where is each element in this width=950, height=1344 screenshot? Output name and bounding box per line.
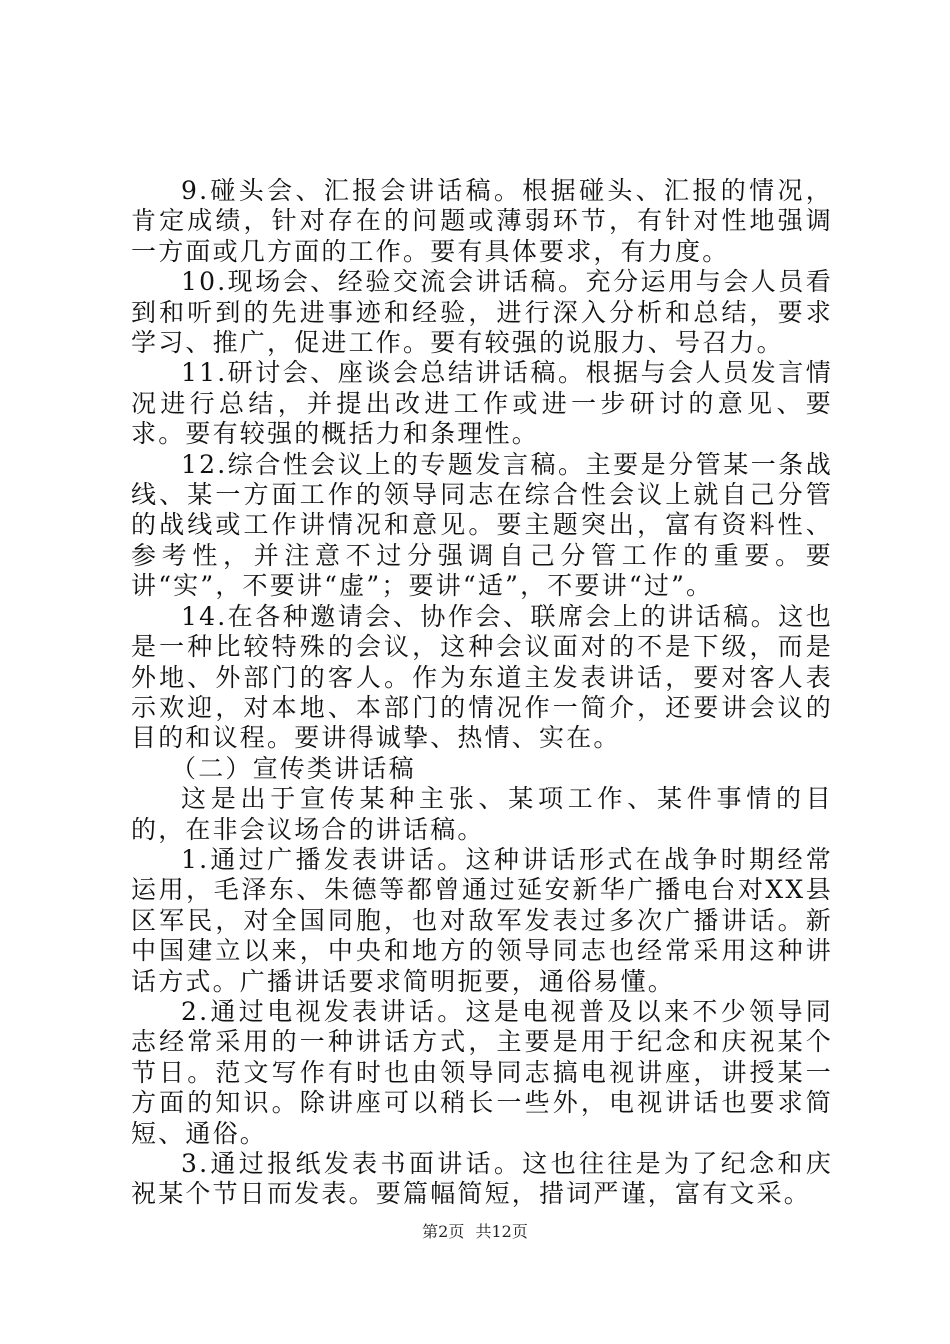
document-body bbox=[131, 176, 833, 1210]
page-total: 共12页 bbox=[475, 1222, 528, 1241]
paragraph: 14.在各种邀请会、协作会、联席会上的讲话稿。这也是一种比较特殊的会议，这种会议面对的不是下级，而是外地、外部门的客人。作为东道主发表讲话，要对客人表示欢迎，对本地、本部门的情况作一简介，还要讲会议的目的和议程。要讲得诚挚、热情、实在。 bbox=[131, 601, 833, 753]
paragraph: 9.碰头会、汇报会讲话稿。根据碰头、汇报的情况，肯定成绩，针对存在的问题或薄弱环节，有针对性地强调一方面或几方面的工作。要有具体要求，有力度。 bbox=[131, 176, 833, 266]
paragraph: 1.通过广播发表讲话。这种讲话形式在战争时期经常运用，毛泽东、朱德等都曾通过延安新华广播电台对XX县区军民，对全国同胞，也对敌军发表过多次广播讲话。新中国建立以来，中央和地方的领导同志也经常采用这种讲话方式。广播讲话要求简明扼要，通俗易懂。 bbox=[131, 844, 833, 996]
page-number: 第2页 bbox=[422, 1222, 465, 1241]
page-footer bbox=[0, 1219, 950, 1242]
paragraph: 10.现场会、经验交流会讲话稿。充分运用与会人员看到和听到的先进事迹和经验，进行深入分析和总结，要求学习、推广，促进工作。要有较强的说服力、号召力。 bbox=[131, 267, 833, 358]
paragraph: 2.通过电视发表讲话。这是电视普及以来不少领导同志经常采用的一种讲话方式，主要是用于纪念和庆祝某个节日。范文写作有时也由领导同志搞电视讲座，讲授某一方面的知识。除讲座可以稍长一些外，电视讲话也要求简短、通俗。 bbox=[131, 996, 833, 1148]
paragraph: 12.综合性会议上的专题发言稿。主要是分管某一条战线、某一方面工作的领导同志在综合性会议上就自己分管的战线或工作讲情况和意见。要主题突出，富有资料性、参考性，并注意不过分强调自己分管工作的重要。要讲“实”，不要讲“虚”；要讲“适”，不要讲“过”。 bbox=[131, 449, 833, 601]
paragraph: 这是出于宣传某种主张、某项工作、某件事情的目的，在非会议场合的讲话稿。 bbox=[131, 784, 833, 844]
paragraph: 3.通过报纸发表书面讲话。这也往往是为了纪念和庆祝某个节日而发表。要篇幅简短，措词严谨，富有文采。 bbox=[131, 1149, 833, 1209]
paragraph: 11.研讨会、座谈会总结讲话稿。根据与会人员发言情况进行总结，并提出改进工作或进一步研讨的意见、要求。要有较强的概括力和条理性。 bbox=[131, 358, 833, 449]
section-heading: （二）宣传类讲话稿 bbox=[171, 753, 416, 783]
